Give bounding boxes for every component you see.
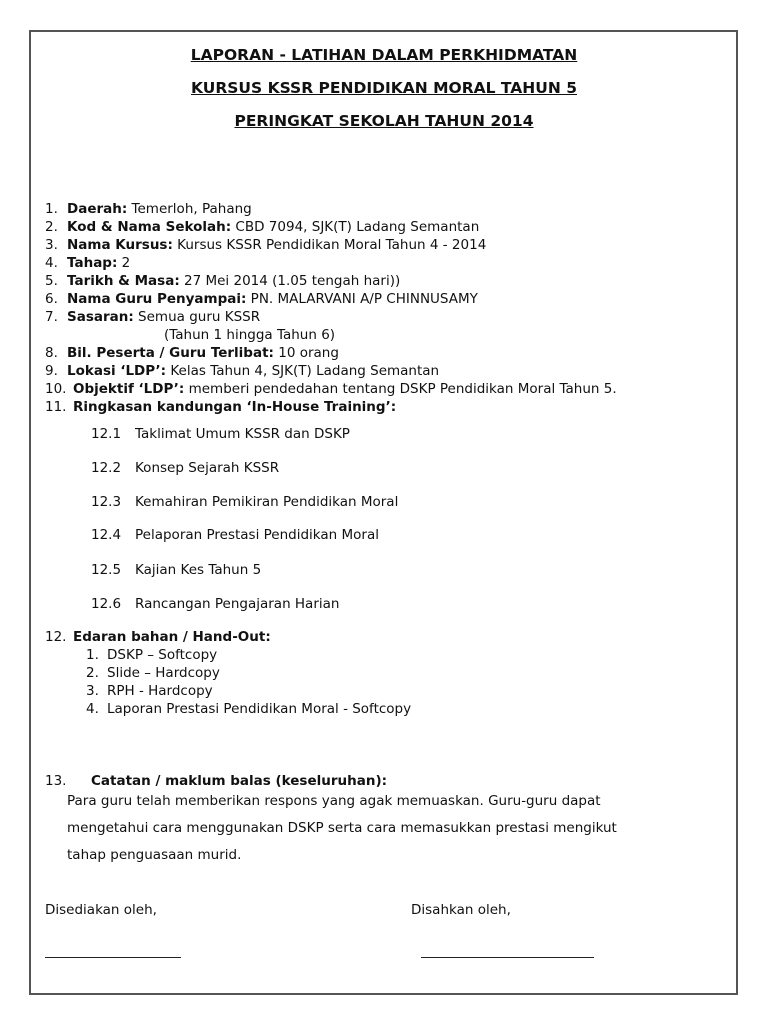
field-num: 10. [45,381,67,397]
list-item [86,700,411,718]
field-num: 5. [45,273,58,289]
list-item [91,459,279,477]
field-lokasi [67,362,439,380]
item-num: 12.2 [91,460,122,476]
field-value: 2 [117,255,131,271]
list-item [91,425,350,443]
item-num: 12.3 [91,494,122,510]
field-num: 8. [45,345,58,361]
item-num: 12.4 [91,527,122,543]
prepared-by-label: Disediakan oleh, [45,902,157,918]
field-label: Tahap: [67,255,118,271]
field-ringkasan [73,398,396,416]
item-num: 12.1 [91,426,122,442]
field-label: Objektif ‘LDP’: [73,381,185,397]
list-item [86,646,217,664]
field-kursus [67,236,486,254]
field-value: PN. MALARVANI A/P CHINNUSAMY [246,291,478,307]
item-text: Taklimat Umum KSSR dan DSKP [135,426,350,442]
field-daerah [67,200,252,218]
field-num: 4. [45,255,58,271]
item-num: 12.5 [91,562,122,578]
field-label: Kod & Nama Sekolah: [67,219,232,235]
title-line-2: KURSUS KSSR PENDIDIKAN MORAL TAHUN 5 [191,79,577,97]
field-sasaran [67,308,260,326]
field-value: memberi pendedahan tentang DSKP Pendidikan Moral Tahun 5. [184,381,617,397]
field-num: 1. [45,201,58,217]
item-text: Konsep Sejarah KSSR [135,460,280,476]
item-text: DSKP – Softcopy [107,647,218,663]
field-tarikh [67,272,400,290]
feedback-line: mengetahui cara menggunakan DSKP serta cara memasukkan prestasi mengikut [67,820,617,836]
section-num: 12. [45,629,67,645]
field-value: CBD 7094, SJK(T) Ladang Semantan [231,219,480,235]
field-label: Bil. Peserta / Guru Terlibat: [67,345,274,361]
item-text: Kemahiran Pemikiran Pendidikan Moral [135,494,399,510]
item-text: Rancangan Pengajaran Harian [135,596,340,612]
field-value: 10 orang [273,345,339,361]
field-num: 3. [45,237,58,253]
title-line-3: PERINGKAT SEKOLAH TAHUN 2014 [234,112,534,130]
feedback-line: Para guru telah memberikan respons yang agak memuaskan. Guru-guru dapat [67,793,601,809]
list-item [91,561,261,579]
approved-by-label: Disahkan oleh, [411,902,511,918]
item-text: Laporan Prestasi Pendidikan Moral - Softcopy [107,701,412,717]
field-sasaran-continuation: (Tahun 1 hingga Tahun 6) [164,327,336,343]
prepared-by-signature-line [45,957,181,958]
handout-heading: Edaran bahan / Hand-Out: [73,629,271,645]
item-text: Kajian Kes Tahun 5 [135,562,262,578]
field-value: Kursus KSSR Pendidikan Moral Tahun 4 - 2014 [172,237,487,253]
item-text: Pelaporan Prestasi Pendidikan Moral [135,527,379,543]
list-item [86,664,220,682]
field-label: Nama Kursus: [67,237,173,253]
field-tahap [67,254,130,272]
field-objektif [73,380,617,398]
field-num: 2. [45,219,58,235]
field-num: 6. [45,291,58,307]
field-value: Temerloh, Pahang [127,201,252,217]
field-penyampai [67,290,478,308]
approved-by-signature-line [421,957,594,958]
item-text: Slide – Hardcopy [107,665,220,681]
field-value: 27 Mei 2014 (1.05 tengah hari)) [179,273,401,289]
field-value: Semua guru KSSR [133,309,261,325]
field-num: 9. [45,363,58,379]
list-item [91,526,379,544]
item-num: 3. [86,683,99,699]
item-num: 2. [86,665,99,681]
feedback-heading: Catatan / maklum balas (keseluruhan): [91,773,388,789]
section-num: 13. [45,773,67,789]
title-line-1: LAPORAN - LATIHAN DALAM PERKHIDMATAN [190,46,578,64]
field-label: Tarikh & Masa: [67,273,180,289]
list-item [91,493,398,511]
field-label: Ringkasan kandungan ‘In-House Training’: [73,399,397,415]
list-item [86,682,213,700]
field-peserta [67,344,339,362]
field-num: 7. [45,309,58,325]
item-num: 12.6 [91,596,122,612]
field-value: Kelas Tahun 4, SJK(T) Ladang Semantan [166,363,440,379]
item-num: 1. [86,647,99,663]
field-label: Nama Guru Penyampai: [67,291,247,307]
field-label: Daerah: [67,201,128,217]
item-text: RPH - Hardcopy [107,683,213,699]
field-label: Lokasi ‘LDP’: [67,363,167,379]
field-sekolah [67,218,479,236]
feedback-line: tahap penguasaan murid. [67,847,242,863]
field-label: Sasaran: [67,309,134,325]
field-num: 11. [45,399,67,415]
item-num: 4. [86,701,99,717]
list-item [91,595,339,613]
